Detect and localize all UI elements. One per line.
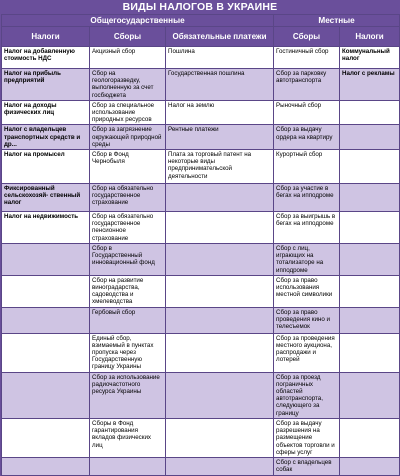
tax-table [1, 14, 400, 476]
cell-local-tax [340, 150, 400, 184]
cell-mandatory-payment [166, 275, 274, 307]
cell-national-fee: Сбор на развитие виноградарства, садоводства и хмелеводства [90, 275, 166, 307]
cell-local-tax [340, 212, 400, 244]
cell-local-fee: Сбор за парковку автотранспорта [274, 69, 340, 101]
cell-local-fee: Сбор с владельцев собак [274, 457, 340, 475]
col-header-local-taxes: Налоги [340, 27, 400, 47]
cell-national-fee: Сборы в Фонд гарантирования вкладов физических лиц [90, 418, 166, 457]
col-header-national-fees: Сборы [90, 27, 166, 47]
cell-mandatory-payment: Пошлина [166, 47, 274, 69]
table-row [2, 125, 400, 150]
cell-national-tax: Налог с владельцев транспортных средств и др... [2, 125, 90, 150]
cell-local-fee: Сбор с лиц, играющих на тотализаторе на ипподроме [274, 244, 340, 276]
cell-local-fee: Сбор за право проведения кино и телесъемок [274, 307, 340, 333]
cell-national-fee: Единый сбор, взимаемый в пунктах пропуска через Государственную границу Украины [90, 333, 166, 372]
cell-national-fee: Сбор в Фонд Чернобыля [90, 150, 166, 184]
table-row [2, 457, 400, 475]
table-row [2, 100, 400, 125]
group-header-national: Общегосударственные [2, 15, 274, 27]
cell-local-fee: Сбор за право использования местной символики [274, 275, 340, 307]
cell-local-tax [340, 100, 400, 125]
cell-mandatory-payment: Рентные платежи [166, 125, 274, 150]
cell-local-tax [340, 125, 400, 150]
cell-national-tax: Фиксированный сельскохозяй- ственный налог [2, 184, 90, 212]
cell-national-tax [2, 244, 90, 276]
cell-local-tax [340, 307, 400, 333]
cell-national-fee: Сбор на обязательно государственное страхование [90, 184, 166, 212]
cell-national-tax [2, 307, 90, 333]
cell-national-tax: Налог на добавленную стоимость НДС [2, 47, 90, 69]
cell-national-tax [2, 418, 90, 457]
cell-national-fee: Сбор на обязательно государственное пенсионное страхование [90, 212, 166, 244]
cell-local-tax [340, 333, 400, 372]
cell-mandatory-payment: Государственная пошлина [166, 69, 274, 101]
table-row [2, 69, 400, 101]
cell-mandatory-payment [166, 307, 274, 333]
cell-mandatory-payment [166, 212, 274, 244]
cell-national-tax: Налог на прибыль предприятий [2, 69, 90, 101]
cell-national-fee: Гербовый сбор [90, 307, 166, 333]
cell-local-fee: Сбор за проведения местного аукциона, распродажи и лотерей [274, 333, 340, 372]
cell-local-fee: Сбор за проезд пограничных областей автотранспорта, следующего за границу [274, 372, 340, 418]
cell-mandatory-payment [166, 333, 274, 372]
cell-national-fee: Сбор на геологоразведку, выполненную за счет госбюджета [90, 69, 166, 101]
cell-local-tax [340, 372, 400, 418]
cell-mandatory-payment [166, 418, 274, 457]
cell-local-tax: Коммунальный налог [340, 47, 400, 69]
cell-mandatory-payment [166, 244, 274, 276]
cell-national-fee: Сбор за загрязнение окружающей природной среды [90, 125, 166, 150]
page-title: ВИДЫ НАЛОГОВ В УКРАИНЕ [122, 1, 278, 13]
cell-local-fee: Сбор за выдачу разрешения на размещение объектов торговли и сферы услуг [274, 418, 340, 457]
cell-mandatory-payment [166, 457, 274, 475]
table-row [2, 212, 400, 244]
table-row [2, 150, 400, 184]
cell-national-fee: Сбор в Государственный инновационный фонд [90, 244, 166, 276]
table-row [2, 418, 400, 457]
cell-mandatory-payment: Плата за торговый патент на некоторые виды предпринимательской деятельности [166, 150, 274, 184]
cell-local-tax [340, 418, 400, 457]
cell-national-tax [2, 372, 90, 418]
cell-local-fee: Сбор за выдачу ордера на квартиру [274, 125, 340, 150]
table-row [2, 47, 400, 69]
col-header-mandatory-payments: Обязательные платежи [166, 27, 274, 47]
cell-local-tax [340, 244, 400, 276]
cell-local-tax [340, 457, 400, 475]
cell-local-tax: Налог с рекламы [340, 69, 400, 101]
cell-national-tax [2, 275, 90, 307]
cell-national-tax [2, 333, 90, 372]
cell-local-fee: Сбор за участие в бегах на ипподроме [274, 184, 340, 212]
cell-mandatory-payment [166, 184, 274, 212]
cell-mandatory-payment: Налог на землю [166, 100, 274, 125]
cell-local-fee: Курортный сбор [274, 150, 340, 184]
cell-national-fee: Сбор за специальное использование природных ресурсов [90, 100, 166, 125]
table-row [2, 372, 400, 418]
cell-national-fee [90, 457, 166, 475]
group-header-local: Местные [274, 15, 400, 27]
table-row [2, 184, 400, 212]
cell-local-fee: Сбор за выигрышь в бегах на ипподроме [274, 212, 340, 244]
col-header-local-fees: Сборы [274, 27, 340, 47]
cell-national-fee: Сбор за использование радиочастотного ресурса Украины [90, 372, 166, 418]
table-row [2, 333, 400, 372]
cell-national-tax [2, 457, 90, 475]
col-header-national-taxes: Налоги [2, 27, 90, 47]
cell-mandatory-payment [166, 372, 274, 418]
cell-national-tax: Налог на промысел [2, 150, 90, 184]
table-row [2, 307, 400, 333]
cell-local-fee: Гостиничный сбор [274, 47, 340, 69]
cell-national-tax: Налог на доходы физических лиц [2, 100, 90, 125]
cell-local-fee: Рыночный сбор [274, 100, 340, 125]
table-row [2, 275, 400, 307]
cell-local-tax [340, 275, 400, 307]
cell-national-tax: Налог на недвижимость [2, 212, 90, 244]
cell-national-fee: Акцизный сбор [90, 47, 166, 69]
table-row [2, 244, 400, 276]
cell-local-tax [340, 184, 400, 212]
